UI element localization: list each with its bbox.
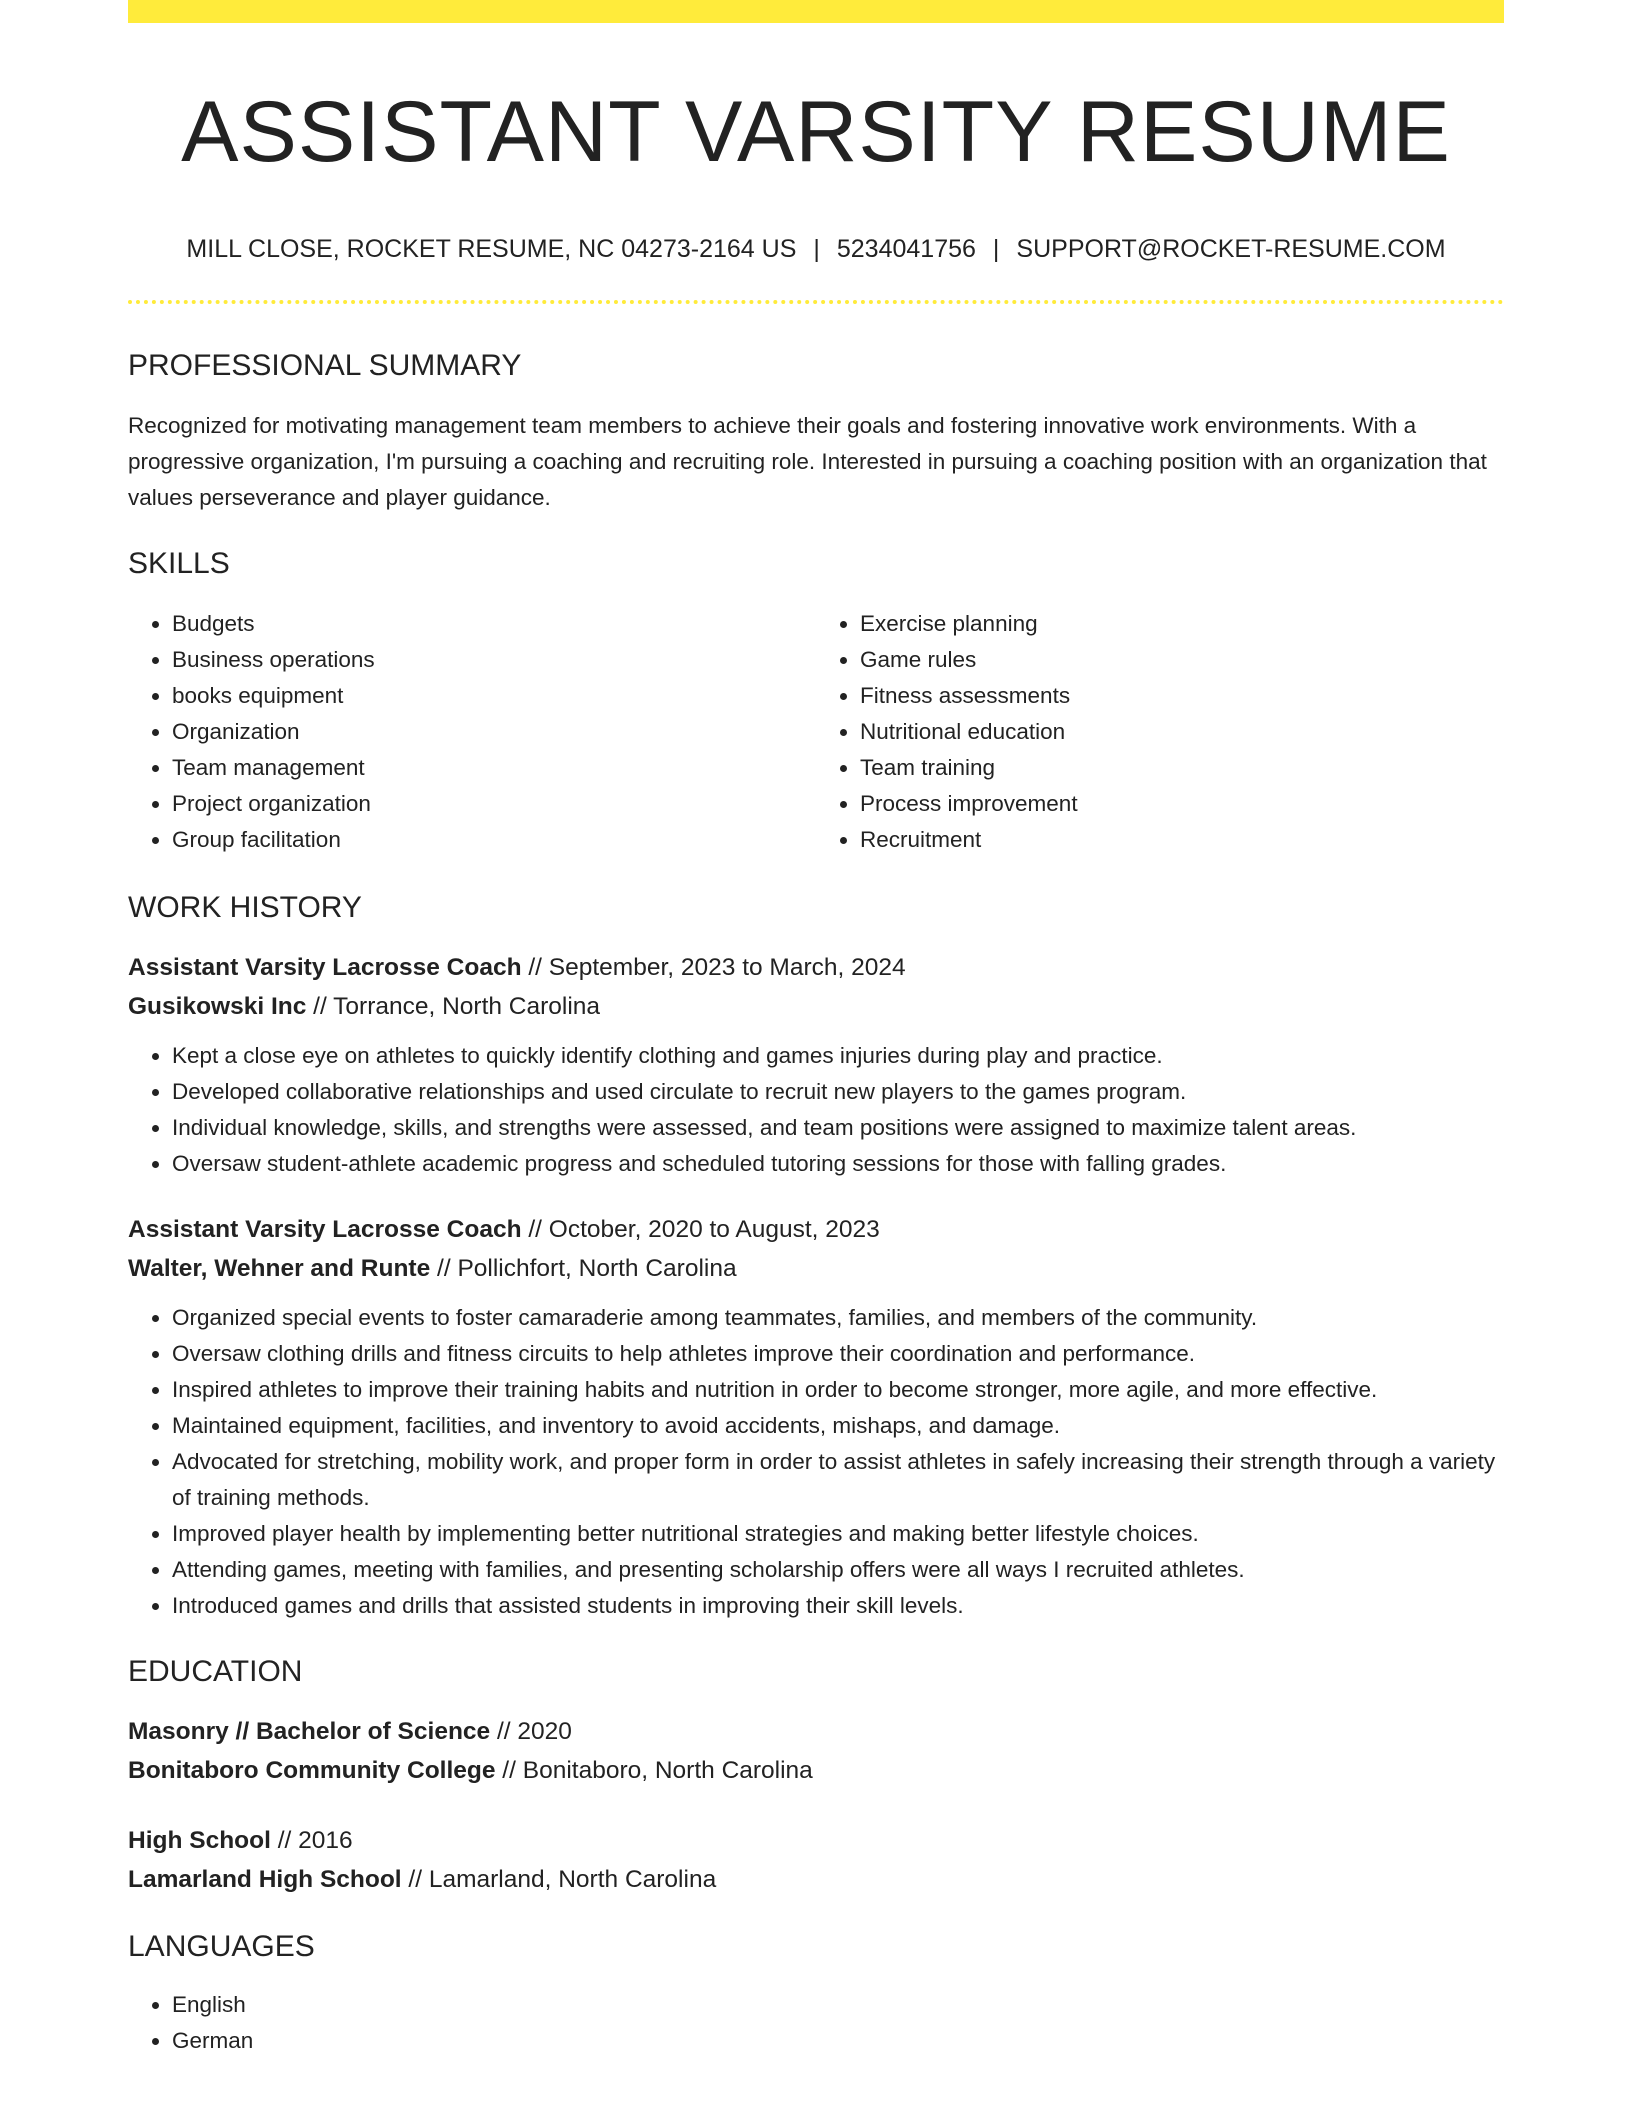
job-title: Assistant Varsity Lacrosse Coach bbox=[128, 953, 522, 981]
skill-item: • Organization bbox=[172, 714, 816, 750]
skill-item: • Process improvement bbox=[860, 786, 1504, 822]
skill-item: • Recruitment bbox=[860, 822, 1504, 858]
education-heading: EDUCATION bbox=[128, 1654, 303, 1688]
job-location: // Pollichfort, North Carolina bbox=[430, 1254, 737, 1282]
job-dates: // October, 2020 to August, 2023 bbox=[521, 1215, 880, 1243]
contact-line bbox=[128, 234, 1504, 264]
skills-list-left bbox=[128, 606, 816, 858]
skill-item: • Business operations bbox=[172, 642, 816, 678]
separator: | bbox=[992, 234, 1000, 263]
school-location: // Bonitaboro, North Carolina bbox=[495, 1756, 813, 1784]
dotted-divider bbox=[128, 300, 1504, 304]
job-title-line bbox=[128, 1210, 1504, 1249]
job-company-line bbox=[128, 987, 1504, 1026]
school: Lamarland High School bbox=[128, 1865, 402, 1893]
skill-item: • Exercise planning bbox=[860, 606, 1504, 642]
job-bullet: • Individual knowledge, skills, and strengths were assessed, and team positions were assigned to maximize talent areas. bbox=[172, 1110, 1504, 1146]
skill-item: • Team training bbox=[860, 750, 1504, 786]
job-entry bbox=[128, 1210, 1504, 1624]
skill-item: • books equipment bbox=[172, 678, 816, 714]
separator: | bbox=[813, 234, 820, 263]
job-bullet: • Oversaw clothing drills and fitness circuits to help athletes improve their coordination and performance. bbox=[172, 1336, 1504, 1372]
resume-page bbox=[128, 0, 1504, 2059]
school-line bbox=[128, 1751, 1504, 1790]
summary-heading: PROFESSIONAL SUMMARY bbox=[128, 348, 522, 382]
skill-item: • Fitness assessments bbox=[860, 678, 1504, 714]
degree-line bbox=[128, 1712, 1504, 1751]
resume-title: ASSISTANT VARSITY RESUME bbox=[181, 84, 1451, 180]
degree: High School bbox=[128, 1826, 271, 1854]
languages-heading: LANGUAGES bbox=[128, 1929, 315, 1963]
job-bullet: • Maintained equipment, facilities, and inventory to avoid accidents, mishaps, and damage. bbox=[172, 1408, 1504, 1444]
job-bullet: • Improved player health by implementing better nutritional strategies and making better lifestyle choices. bbox=[172, 1516, 1504, 1552]
job-location: // Torrance, North Carolina bbox=[306, 992, 601, 1020]
skill-item: • Team management bbox=[172, 750, 816, 786]
job-bullet: • Kept a close eye on athletes to quickly identify clothing and games injuries during play and practice. bbox=[172, 1038, 1504, 1074]
skills-heading: SKILLS bbox=[128, 546, 230, 580]
school: Bonitaboro Community College bbox=[128, 1756, 496, 1784]
job-bullet: • Attending games, meeting with families, and presenting scholarship offers were all ways I recruited athletes. bbox=[172, 1552, 1504, 1588]
job-bullet: • Organized special events to foster camaraderie among teammates, families, and members of the community. bbox=[172, 1300, 1504, 1336]
job-bullets bbox=[128, 1300, 1504, 1624]
job-company: Gusikowski Inc bbox=[128, 992, 307, 1020]
phone: 5234041756 bbox=[836, 234, 976, 263]
degree: Masonry // Bachelor of Science bbox=[128, 1717, 491, 1745]
address: MILL CLOSE, ROCKET RESUME, NC 04273-2164 US bbox=[186, 234, 797, 263]
skill-item: • Budgets bbox=[172, 606, 816, 642]
skill-item: • Game rules bbox=[860, 642, 1504, 678]
education-entry bbox=[128, 1712, 1504, 1790]
accent-top-bar bbox=[128, 0, 1504, 23]
job-bullet: • Inspired athletes to improve their training habits and nutrition in order to become stronger, more agile, and more effective. bbox=[172, 1372, 1504, 1408]
job-title-line bbox=[128, 948, 1504, 987]
job-dates: // September, 2023 to March, 2024 bbox=[521, 953, 906, 981]
skill-item: • Group facilitation bbox=[172, 822, 816, 858]
job-company-line bbox=[128, 1249, 1504, 1288]
degree-year: // 2016 bbox=[270, 1826, 353, 1854]
degree-line bbox=[128, 1821, 1504, 1860]
job-bullet: • Introduced games and drills that assisted students in improving their skill levels. bbox=[172, 1588, 1504, 1624]
job-bullet: • Developed collaborative relationships and used circulate to recruit new players to the games program. bbox=[172, 1074, 1504, 1110]
summary-text: Recognized for motivating management team members to achieve their goals and fostering innovative work environments. With a progressive organization, I'm pursuing a coaching and recruiting role. Interested in pursuing a coaching position with an organization that values perseverance and player guidance. bbox=[128, 412, 1487, 510]
school-line bbox=[128, 1860, 1504, 1899]
email: SUPPORT@ROCKET-RESUME.COM bbox=[1016, 234, 1446, 263]
job-bullets bbox=[128, 1038, 1504, 1182]
school-location: // Lamarland, North Carolina bbox=[401, 1865, 717, 1893]
skills-list-right bbox=[816, 606, 1504, 858]
education-entry bbox=[128, 1821, 1504, 1899]
job-company: Walter, Wehner and Runte bbox=[128, 1254, 431, 1282]
job-entry bbox=[128, 948, 1504, 1182]
language-item: • German bbox=[172, 2023, 1504, 2059]
job-bullet: • Oversaw student-athlete academic progress and scheduled tutoring sessions for those with falling grades. bbox=[172, 1146, 1504, 1182]
degree-year: // 2020 bbox=[490, 1717, 572, 1745]
skills-columns bbox=[128, 606, 1504, 858]
language-item: • English bbox=[172, 1987, 1504, 2023]
work-heading: WORK HISTORY bbox=[128, 890, 362, 924]
job-title: Assistant Varsity Lacrosse Coach bbox=[128, 1215, 522, 1243]
job-bullet: • Advocated for stretching, mobility work, and proper form in order to assist athletes in safely increasing their strength through a variety of training methods. bbox=[172, 1444, 1504, 1516]
skill-item: • Project organization bbox=[172, 786, 816, 822]
languages-list bbox=[128, 1987, 1504, 2059]
skill-item: • Nutritional education bbox=[860, 714, 1504, 750]
